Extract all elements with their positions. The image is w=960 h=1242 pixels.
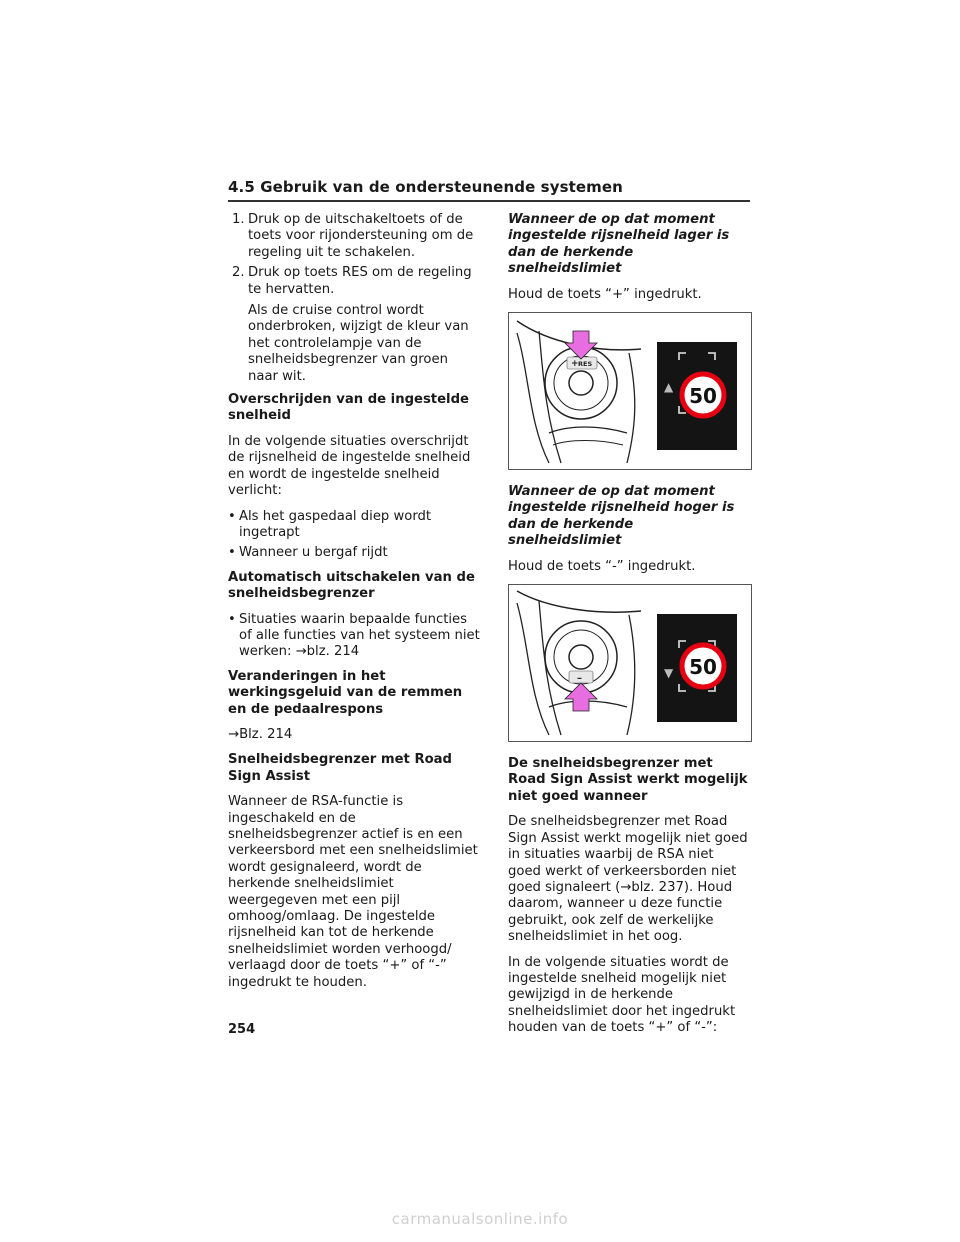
watermark: carmanualsonline.info (391, 1210, 569, 1228)
auto-bullets (228, 612, 480, 661)
section-rule (228, 200, 750, 202)
heading-sound: Veranderingen in het werkingsgeluid van de remmen en de pedaalrespons (228, 668, 463, 717)
paragraph-not-ok: De snelheidsbegrenzer met Road Sign Assist werkt mogelijk niet goed in situaties waarbij de RSA niet goed werkt of verkeersborden niet goed signaleert (→blz. 237). Houd daarom, wanneer u deze functie gebruikt, ook zelf de werkelijke snelheidslimiet in het oog. (508, 814, 748, 945)
paragraph-exceed: In de volgende situaties overschrijdt de rijsnelheid de ingestelde snelheid en wordt de ingestelde snelheid verlicht: (228, 433, 471, 499)
step-text: Druk op toets RES om de regeling te hervatten. (248, 265, 472, 297)
plus-label: + (571, 359, 579, 370)
speed-sign-value: 50 (689, 384, 717, 409)
list-item: • Als het gaspedaal diep wordt ingetrapt (228, 508, 432, 540)
list-item (228, 212, 480, 261)
page-reference-link[interactable]: Blz. 214 (239, 726, 293, 742)
center-button (569, 645, 593, 669)
heading-not-ok: De snelheidsbegrenzer met Road Sign Assist werkt mogelijk niet goed wanneer (508, 756, 748, 804)
list-item: • Wanneer u bergaf rijdt (228, 545, 388, 561)
reference-arrow-icon: → (295, 644, 307, 660)
paragraph-final: In de volgende situaties wordt de ingestelde snelheid mogelijk niet gewijzigd in de herkende snelheidslimiet door het ingedrukt houden van de toets “+” of “-”: (508, 954, 736, 1036)
exceed-bullets (228, 509, 480, 562)
right-column (508, 212, 750, 1046)
steering-switch-illustration (509, 585, 751, 741)
page-reference-link[interactable]: blz. 214 (306, 644, 360, 660)
step-number: 1. (232, 212, 245, 227)
speed-sign-value: 50 (689, 655, 717, 680)
paragraph-rsa: Wanneer de RSA-functie is ingeschakeld en de snelheidsbegrenzer actief is en een verkeersbord met een snelheidslimiet wordt gesignaleerd, wordt de herkende snelheidslimiet weergegeven met een pijl omhoog/omlaag. De ingestelde rijsnelheid kan tot de herkende snelheidslimiet worden verhoogd/ verlaagd door de toets “+” of “-” ingedrukt te houden. (228, 794, 478, 990)
list-item (228, 265, 480, 385)
steps-list (228, 212, 480, 385)
step-number: 2. (232, 265, 245, 281)
section-title: 4.5 Gebruik van de ondersteunende systemen (228, 178, 623, 196)
reference-line (228, 727, 480, 743)
page-reference-link[interactable]: blz. 237 (631, 879, 684, 895)
page-number: 254 (228, 1022, 256, 1037)
paragraph-lower: Houd de toets “+” ingedrukt. (508, 286, 702, 302)
heading-auto-off: Automatisch uitschakelen van de snelheidsbegrenzer (228, 569, 475, 602)
figure-minus-button (508, 584, 752, 742)
left-column (228, 212, 480, 1000)
figure-plus-button (508, 312, 752, 470)
heading-lower: Wanneer de op dat moment ingestelde rijsnelheid lager is dan de herkende snelheidslimiet (508, 212, 730, 277)
reference-arrow-icon: → (228, 726, 240, 742)
heading-exceed: Overschrijden van de ingestelde snelheid (228, 392, 469, 424)
arrow-up-icon: ▲ (664, 380, 674, 395)
center-button (569, 371, 593, 395)
paragraph-higher: Houd de toets “-” ingedrukt. (508, 558, 696, 574)
reference-arrow-icon: → (620, 879, 632, 895)
step-subtext: Als de cruise control wordt onderbroken, wijzigt de kleur van het controlelampje van de snelheidsbegrenzer van groen naar wit. (248, 303, 469, 384)
minus-label: – (577, 673, 582, 685)
steering-switch-illustration (509, 313, 751, 469)
heading-higher: Wanneer de op dat moment ingestelde rijsnelheid hoger is dan de herkende snelheidslimiet (508, 484, 735, 549)
arrow-down-icon: ▼ (664, 666, 674, 681)
list-item: • Situaties waarin bepaalde functies of alle functies van het systeem niet werken: →blz. 214 (228, 611, 480, 660)
res-label: RES (578, 360, 593, 369)
step-text: Druk op de uitschakeltoets of de toets voor rijondersteuning om de regeling uit te schakelen. (248, 212, 474, 260)
heading-rsa: Snelheidsbegrenzer met Road Sign Assist (228, 752, 453, 784)
